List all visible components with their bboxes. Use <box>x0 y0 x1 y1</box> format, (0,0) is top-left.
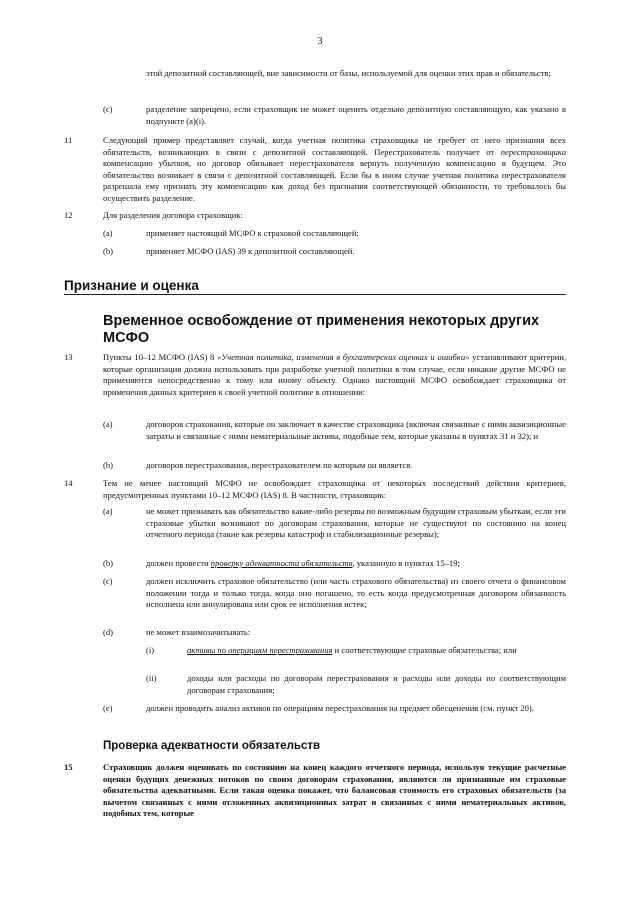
item-text: применяет настоящий МСФО к страховой составляющей; <box>146 228 359 238</box>
emphasis-text: активы по операциям перестрахования <box>187 645 333 655</box>
paragraph-13 <box>103 352 566 398</box>
subheading: Проверка адекватности обязательств <box>103 740 321 752</box>
paragraph-number: 13 <box>64 352 73 362</box>
item-text-part: , указанную в пунктах 15–19; <box>352 558 460 568</box>
paragraph-15: Страховщик должен оценивать по состоянию на конец каждого отчетного периода, используя текущие расчетные оценки будущих денежных потоков по своим договорам страхования, являются ли признанные им страховые обязательства адекватными. Если такая оценка покажет, что балансовая стоимость его страховых обязательств (за вычетом связанных с ними отложенных аквизиционных затрат и связанных с ними нематериальных активов, подобных тем, которые <box>103 762 566 818</box>
item-text-part: должен провести <box>146 558 211 568</box>
subsection-title: Временное освобождение от применения некоторых других МСФО <box>103 313 540 346</box>
item-text: не может признавать как обязательство какие-либо резервы по возможным будущим страховым убыткам, если эти страховые убытки возникают по договорам страхования, которые не существуют по состоянию на конец отчетного периода (такие как резервы катастроф и стабилизационные резервы); <box>146 506 566 539</box>
continued-text: этой депозитной составляющей, вне зависимости от базы, используемой для оценки этих прав и обязательств; <box>146 68 551 78</box>
item-label: (c) <box>103 576 113 586</box>
subitem-text <box>187 645 566 657</box>
item-label: (a) <box>103 506 113 516</box>
item-label: (c) <box>103 104 113 114</box>
paragraph-text: Пункты 10–12 МСФО (IAS) 8 <box>103 352 218 362</box>
item-text <box>146 558 566 570</box>
item-text: договоров перестрахования, перестрахователем по которым он является. <box>146 460 413 470</box>
item-label: (a) <box>103 419 113 429</box>
section-title: Признание и оценка <box>64 278 199 293</box>
item-label: (a) <box>103 228 113 238</box>
emphasis-text: перестраховщика <box>500 146 566 157</box>
subitem-label: (i) <box>146 645 155 655</box>
item-text: применяет МСФО (IAS) 39 к депозитной составляющей. <box>146 246 355 256</box>
emphasis-text: «Учетная политика, изменения в бухгалтерских оценках и ошибки» <box>217 352 470 362</box>
paragraph-number: 14 <box>64 478 73 488</box>
item-text: не может взаимозачитывать: <box>146 627 251 637</box>
item-text: разделение запрещено, если страховщик не может оценить отдельно депозитную составляющую, как указано в подпункте (а)(i). <box>146 104 566 126</box>
paragraph-text: Следующий пример представляет случай, когда учетная политика страховщика не требует от него признания всех обязательств, возникающих в связи с депозитной составляющей. Перестрахователь получает от <box>103 135 566 157</box>
item-text: должен исключить страховое обязательство (или часть страхового обязательства) из своего отчета о финансовом положении тогда и только тогда, когда оно погашено, то есть когда предусмотренная договором обязанность исполнена или аннулирована или срок ее исполнения истек; <box>146 576 566 609</box>
emphasis-text: проверку адекватности обязательств <box>210 558 353 568</box>
item-text: должен проводить анализ активов по операциям перестрахования на предмет обесценения (см. пункт 20). <box>146 703 534 713</box>
item-text: договоров страхования, которые он заключает в качестве страховщика (включая связанные с ними аквизиционные затраты и связанные с ними нематериальные активы, подобные тем, которые указаны в пунктах 31 и 32); и <box>146 419 566 441</box>
item-label: (b) <box>103 246 114 256</box>
subitem-label: (ii) <box>146 673 157 683</box>
section-divider <box>64 294 566 295</box>
paragraph-14-intro: Тем не менее настоящий МСФО не освобождает страховщика от некоторых последствий действия критериев, предусмотренных пунктами 10–12 МСФО (IAS) 8. В частности, страховщик: <box>103 478 566 500</box>
paragraph-11 <box>103 135 566 204</box>
subitem-text-part: и соответствующие страховые обязательства; или <box>332 645 517 655</box>
paragraph-number: 12 <box>64 210 73 220</box>
paragraph-text: компенсацию убытков, но договор обязывает перестрахователя вернуть полученную компенсацию в будущем. Это обязательство возникает в связи с депозитной составляющей. Если бы в ином случае учетная политика перестрахователя разрешала ему признать эту компенсацию как доход без признания соответствующей обязанности, то требовалось бы осуществить разделение. <box>103 158 566 203</box>
item-label: (b) <box>103 460 114 470</box>
page-number: 3 <box>317 36 323 47</box>
paragraph-number: 11 <box>64 135 73 145</box>
item-label: (b) <box>103 558 114 568</box>
paragraph-number: 15 <box>64 762 73 772</box>
paragraph-12-intro: Для разделения договора страховщик: <box>103 210 243 220</box>
paragraph-text: устанавливают критерии, которые организация должна использовать при разработке учетной политики в том случае, если никакие другие МСФО не применяются непосредственно к тому или иному объекту. Однако настоящий МСФО освобождает страховщика от применения данных критериев к своей учетной политике в отношении: <box>103 352 566 397</box>
item-label: (e) <box>103 703 113 713</box>
item-label: (d) <box>103 627 114 637</box>
subitem-text: доходы или расходы по договорам перестрахования и расходы или доходы по соответствующим договорам страхования; <box>187 673 566 695</box>
